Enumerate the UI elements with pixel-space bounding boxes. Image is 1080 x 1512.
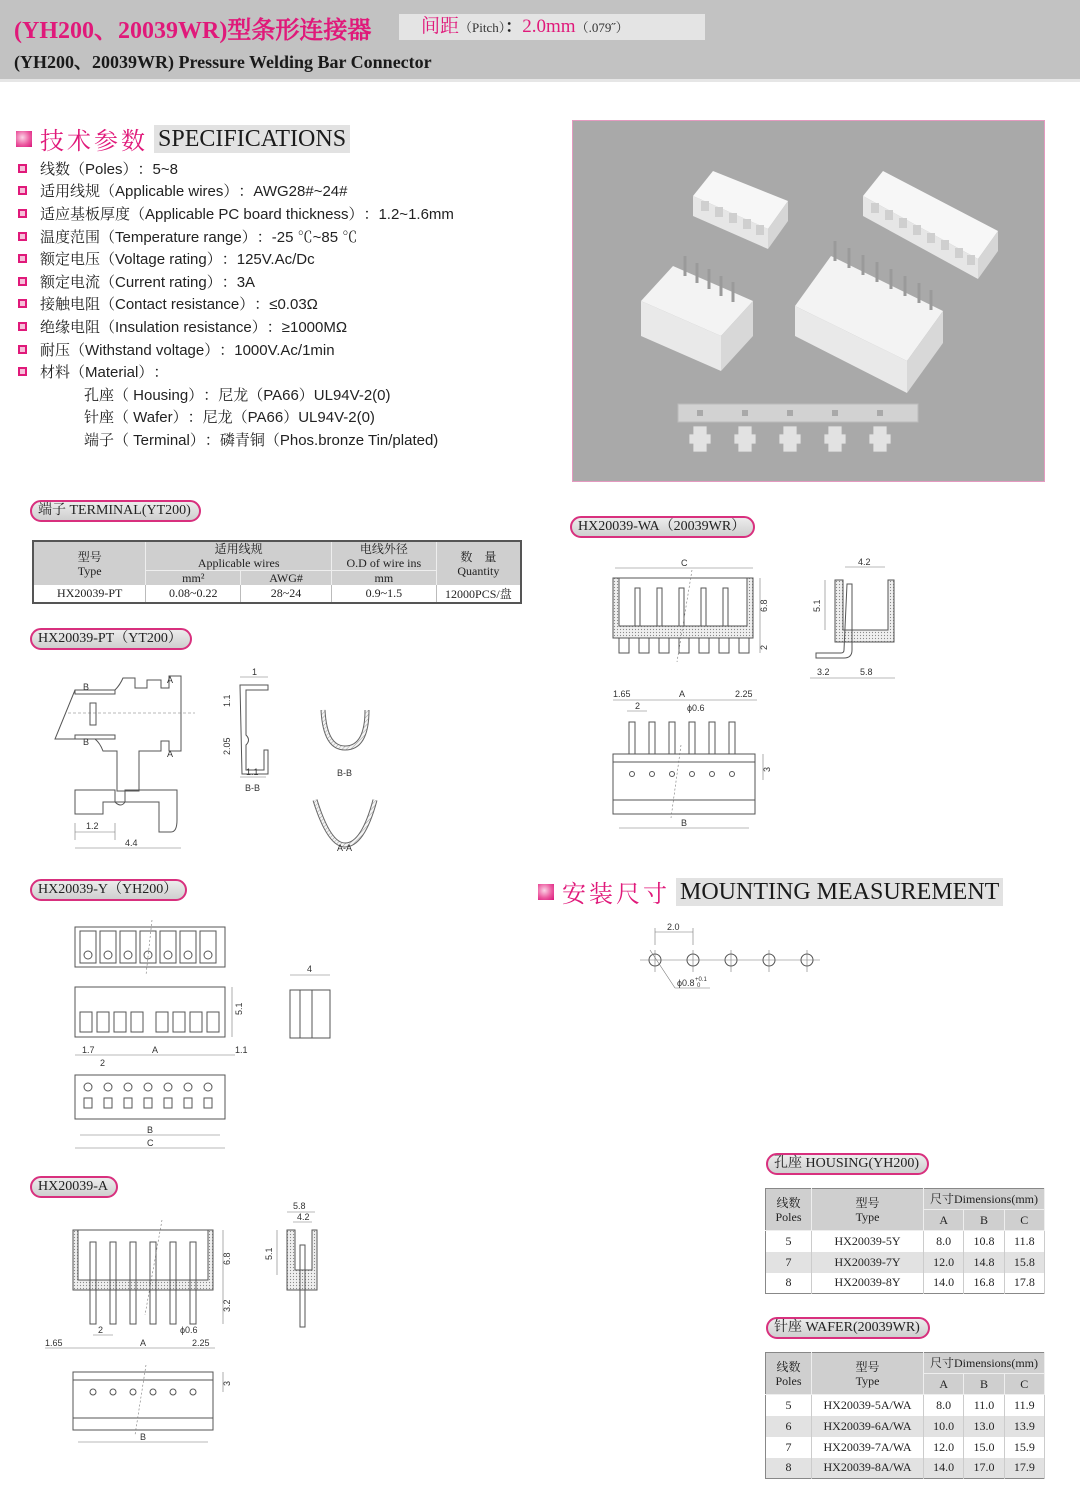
spec-label: 接触电阻（Contact resistance）: [40, 296, 255, 314]
th-type-cn: 型号: [855, 1359, 880, 1374]
th-poles-en: Poles: [775, 1373, 802, 1388]
wa-dim-3-2: 3.2: [817, 667, 830, 677]
spec-item: [18, 225, 538, 248]
wa-dim-5-8: 5.8: [860, 667, 873, 677]
cell-c: 17.9: [1004, 1458, 1044, 1479]
cell-poles: 5: [766, 1395, 812, 1416]
th-type: [33, 541, 146, 585]
connector-photo-illustration: [573, 121, 1045, 482]
cell-type: HX20039-7A/WA: [812, 1437, 924, 1458]
y-dim-5-1: 5.1: [234, 1002, 244, 1015]
specifications-heading-cn: 技术参数: [40, 128, 148, 155]
terminal-strip-image: [678, 404, 918, 452]
pitch-label-cn: 间距: [421, 16, 460, 37]
table-row: [766, 1252, 1045, 1273]
mounting-tol-plus: +0.1: [695, 977, 707, 983]
spec-item: [18, 157, 538, 180]
spec-label: 额定电压（Voltage rating）: [40, 251, 222, 269]
table-row: [33, 585, 521, 603]
y-dim-c: C: [147, 1138, 154, 1148]
th-type-en: Type: [855, 1209, 880, 1224]
cell-a: 10.0: [924, 1416, 964, 1437]
spec-item: [18, 360, 538, 383]
wa-dim-2b: 2: [635, 701, 641, 711]
y-dim-1-7: 1.7: [82, 1045, 95, 1055]
th-poles-en: Poles: [775, 1209, 802, 1224]
a-dim-phi: ϕ0.6: [180, 1325, 198, 1335]
pink-square-icon: [538, 884, 554, 900]
th-a: A: [924, 1210, 964, 1231]
spec-item: [18, 270, 538, 293]
spec-item: [18, 293, 538, 316]
cell-a: 12.0: [924, 1252, 964, 1273]
a-dim-a: A: [140, 1338, 147, 1348]
cell-c: 13.9: [1004, 1416, 1044, 1437]
th-od: [331, 541, 436, 571]
material-value: ：磷青铜（Phos.bronze Tin/plated): [204, 431, 439, 449]
a-dim-5-8: 5.8: [293, 1201, 306, 1211]
pitch-colon: ：: [505, 17, 523, 36]
wa-dim-c: C: [681, 558, 688, 568]
table-row: [766, 1395, 1045, 1416]
table-row: [766, 1231, 1045, 1252]
th-dim: 尺寸Dimensions(mm): [924, 1189, 1045, 1210]
pt-label-bb: B-B: [245, 783, 261, 793]
th-type: [812, 1353, 924, 1395]
pt-label-b-bot: B: [83, 737, 90, 747]
mounting-tol-minus: 0: [697, 983, 701, 989]
spec-item: [18, 315, 538, 338]
a-dim-2-25: 2.25: [192, 1338, 210, 1348]
bullet-icon: [18, 164, 27, 173]
cell-type: HX20039-8A/WA: [812, 1458, 924, 1479]
spec-value: ：5~8: [137, 160, 178, 178]
spec-label: 适应基板厚度（Applicable PC board thickness）: [40, 205, 364, 223]
th-wires: [146, 541, 332, 571]
cell-a: 8.0: [924, 1395, 964, 1416]
material-value: ：尼龙（PA66）UL94V-2(0): [187, 409, 375, 427]
wa-dim-2-25: 2.25: [735, 689, 753, 699]
wafer-table: [765, 1352, 1045, 1479]
pt-pill-label: HX20039-PT（YT200）: [30, 628, 192, 650]
pt-dim-1-2: 1.2: [86, 821, 99, 831]
bullet-icon: [18, 367, 27, 376]
th-type-en: Type: [77, 563, 102, 578]
cell-poles: 8: [766, 1458, 812, 1479]
pt-label-a-top: A: [167, 675, 174, 685]
table-row: [766, 1273, 1045, 1294]
spec-label: 材料（Material）: [40, 364, 154, 382]
wafer-pill-label: 针座 WAFER(20039WR): [766, 1317, 930, 1339]
pitch-box: [399, 14, 705, 40]
mounting-holes: [649, 950, 813, 972]
pt-terminal-drawing: [40, 665, 380, 860]
pt-label-aa: A-A: [337, 843, 353, 853]
cell-c: 15.9: [1004, 1437, 1044, 1458]
th-dim: 尺寸Dimensions(mm): [924, 1353, 1045, 1374]
mounting-heading-cn: 安装尺寸: [562, 881, 670, 908]
spec-item: [18, 180, 538, 203]
y-dim-b: B: [147, 1125, 154, 1135]
terminal-table: [32, 540, 522, 604]
spec-label: 温度范围（Temperature range）: [40, 228, 257, 246]
a-dim-1-65: 1.65: [45, 1338, 63, 1348]
cell-a: 12.0: [924, 1437, 964, 1458]
bullet-icon: [18, 254, 27, 263]
wa-dim-3: 3: [762, 766, 772, 772]
th-poles: [766, 1353, 812, 1395]
spec-list: [18, 157, 538, 451]
cell-a: 14.0: [924, 1458, 964, 1479]
pt-label-b-top: B: [83, 682, 90, 692]
cell-b: 14.8: [964, 1252, 1004, 1273]
cell-poles: 7: [766, 1252, 812, 1273]
material-label: 孔座（ Housing）: [84, 386, 204, 404]
spec-value: ：≥1000MΩ: [266, 318, 348, 336]
pt-dim-4-4: 4.4: [125, 838, 138, 848]
pt-label-a-bot: A: [167, 749, 174, 759]
material-item: [18, 428, 538, 451]
spec-item: [18, 247, 538, 270]
pitch-label-en: （Pitch）: [459, 20, 506, 35]
spec-value: ：: [153, 364, 169, 382]
th-b: B: [964, 1210, 1004, 1231]
pt-dim-2-05: 2.05: [222, 737, 232, 755]
bullet-icon: [18, 186, 27, 195]
a-dim-5-1: 5.1: [264, 1247, 274, 1260]
th-qty-cn: 数 量: [460, 549, 497, 564]
cell-type: HX20039-7Y: [812, 1252, 924, 1273]
wafer-8pin-image: [795, 241, 943, 393]
mounting-hole-dia: ϕ0.8: [677, 978, 695, 988]
cell-qty: 12000PCS/盘: [436, 585, 521, 603]
th-qty: [436, 541, 521, 585]
a-dim-4-2: 4.2: [297, 1212, 310, 1222]
housing-8pin-image: [863, 171, 998, 279]
spec-label: 绝缘电阻（Insulation resistance）: [40, 318, 267, 336]
th-mm2: mm²: [146, 571, 241, 586]
th-c: C: [1004, 1210, 1044, 1231]
cell-type: HX20039-5Y: [812, 1231, 924, 1252]
material-item: [18, 406, 538, 429]
th-b: B: [964, 1374, 1004, 1395]
cell-mm2: 0.08~0.22: [146, 585, 241, 603]
pitch-inch: （.079˝）: [575, 20, 629, 35]
cell-b: 17.0: [964, 1458, 1004, 1479]
th-a: A: [924, 1374, 964, 1395]
y-dim-a: A: [152, 1045, 159, 1055]
spec-value: ：-25 ℃~85 ℃: [256, 228, 358, 246]
cell-c: 11.8: [1004, 1231, 1044, 1252]
material-item: [18, 383, 538, 406]
a-pill-label: HX20039-A: [30, 1176, 118, 1198]
th-type-en: Type: [855, 1373, 880, 1388]
cell-b: 11.0: [964, 1395, 1004, 1416]
th-od-unit: mm: [331, 571, 436, 586]
a-dim-2: 2: [98, 1325, 104, 1335]
wa-dim-a: A: [679, 689, 686, 699]
wa-dim-phi: ϕ0.6: [687, 703, 705, 713]
cell-poles: 7: [766, 1437, 812, 1458]
th-c: C: [1004, 1374, 1044, 1395]
terminal-pill-label: 端子 TERMINAL(YT200): [30, 500, 201, 522]
wa-dim-1-65: 1.65: [613, 689, 631, 699]
bullet-icon: [18, 345, 27, 354]
cell-poles: 8: [766, 1273, 812, 1294]
spec-value: ：1000V.Ac/1min: [219, 341, 335, 359]
spec-item: [18, 202, 538, 225]
spec-value: ：3A: [221, 273, 256, 291]
wa-wafer-drawing: [595, 550, 925, 840]
th-od-en: O.D of wire ins: [346, 556, 422, 570]
th-qty-en: Quantity: [457, 563, 500, 578]
wafer-5pin-image: [641, 256, 753, 371]
a-wafer-drawing: [40, 1200, 360, 1460]
bullet-icon: [18, 209, 27, 218]
cell-od: 0.9~1.5: [331, 585, 436, 603]
housing-5pin-image: [693, 171, 788, 249]
wa-dim-5-1: 5.1: [812, 599, 822, 612]
th-wires-cn: 适用线规: [214, 542, 263, 556]
mounting-heading-en: MOUNTING MEASUREMENT: [676, 878, 1003, 906]
table-row: [766, 1437, 1045, 1458]
table-row: [766, 1458, 1045, 1479]
title-cn: (YH200、20039WR)型条形连接器: [14, 18, 372, 44]
y-dim-4: 4: [307, 964, 313, 974]
housing-table: [765, 1188, 1045, 1294]
wa-pill-label: HX20039-WA（20039WR）: [570, 516, 755, 538]
pt-dim-1: 1: [252, 667, 258, 677]
y-housing-drawing: [60, 915, 360, 1155]
material-label: 端子（ Terminal）: [84, 431, 205, 449]
cell-type: HX20039-5A/WA: [812, 1395, 924, 1416]
mounting-hole-drawing: [630, 920, 830, 1000]
spec-value: ：AWG28#~24#: [238, 183, 348, 201]
specifications-heading: [16, 121, 350, 156]
cell-c: 17.8: [1004, 1273, 1044, 1294]
page-header: [0, 0, 1080, 82]
a-dim-3: 3: [222, 1380, 232, 1386]
material-label: 针座（ Wafer）: [84, 409, 188, 427]
th-poles-cn: 线数: [776, 1195, 801, 1210]
th-wires-en: Applicable wires: [197, 556, 280, 570]
bullet-icon: [18, 299, 27, 308]
wa-dim-b: B: [681, 818, 688, 828]
wa-dim-2: 2: [759, 644, 769, 650]
th-type: [812, 1189, 924, 1231]
spec-value: ：1.2~1.6mm: [363, 205, 454, 223]
pt-label-bb2: B-B: [337, 768, 353, 778]
bullet-icon: [18, 232, 27, 241]
a-dim-6-8: 6.8: [222, 1252, 232, 1265]
a-dim-b: B: [140, 1432, 147, 1442]
spec-value: ：125V.Ac/Dc: [221, 251, 315, 269]
cell-c: 11.9: [1004, 1395, 1044, 1416]
housing-pill-label: 孔座 HOUSING(YH200): [766, 1153, 929, 1175]
cell-a: 14.0: [924, 1273, 964, 1294]
table-row: [766, 1416, 1045, 1437]
th-type-cn: 型号: [77, 549, 102, 564]
th-type-cn: 型号: [855, 1195, 880, 1210]
pt-dim-1-1b: 1.1: [246, 767, 259, 777]
th-od-cn: 电线外径: [359, 542, 408, 556]
bullet-icon: [18, 277, 27, 286]
spec-label: 适用线规（Applicable wires）: [40, 183, 239, 201]
cell-awg: 28~24: [241, 585, 332, 603]
spec-item: [18, 338, 538, 361]
th-poles: [766, 1189, 812, 1231]
cell-c: 15.8: [1004, 1252, 1044, 1273]
cell-type: HX20039-8Y: [812, 1273, 924, 1294]
spec-value: ：≤0.03Ω: [254, 296, 318, 314]
spec-label: 额定电流（Current rating）: [40, 273, 222, 291]
mounting-pitch: 2.0: [667, 922, 680, 932]
title-en: (YH200、20039WR) Pressure Welding Bar Connector: [14, 52, 432, 72]
cell-b: 16.8: [964, 1273, 1004, 1294]
product-photo: [572, 120, 1045, 482]
y-dim-1-1: 1.1: [235, 1045, 248, 1055]
wa-dim-6-8: 6.8: [759, 599, 769, 612]
cell-type: HX20039-6A/WA: [812, 1416, 924, 1437]
spec-label: 耐压（Withstand voltage）: [40, 341, 220, 359]
mounting-heading: [538, 874, 1003, 909]
cell-b: 10.8: [964, 1231, 1004, 1252]
th-awg: AWG#: [241, 571, 332, 586]
pt-dim-1-1: 1.1: [222, 694, 232, 707]
a-dim-3-2: 3.2: [222, 1299, 232, 1312]
y-pill-label: HX20039-Y（YH200）: [30, 879, 187, 901]
pitch-value: 2.0mm: [522, 16, 576, 37]
cell-type: HX20039-PT: [33, 585, 146, 603]
cell-poles: 5: [766, 1231, 812, 1252]
material-value: ：尼龙（PA66）UL94V-2(0): [203, 386, 391, 404]
wa-dim-4-2: 4.2: [858, 557, 871, 567]
cell-b: 15.0: [964, 1437, 1004, 1458]
cell-a: 8.0: [924, 1231, 964, 1252]
specifications-heading-en: SPECIFICATIONS: [154, 125, 350, 153]
spec-label: 线数（Poles）: [40, 160, 138, 178]
pink-square-icon: [16, 131, 32, 147]
cell-poles: 6: [766, 1416, 812, 1437]
cell-b: 13.0: [964, 1416, 1004, 1437]
bullet-icon: [18, 322, 27, 331]
y-dim-2: 2: [100, 1058, 106, 1068]
th-poles-cn: 线数: [776, 1359, 801, 1374]
